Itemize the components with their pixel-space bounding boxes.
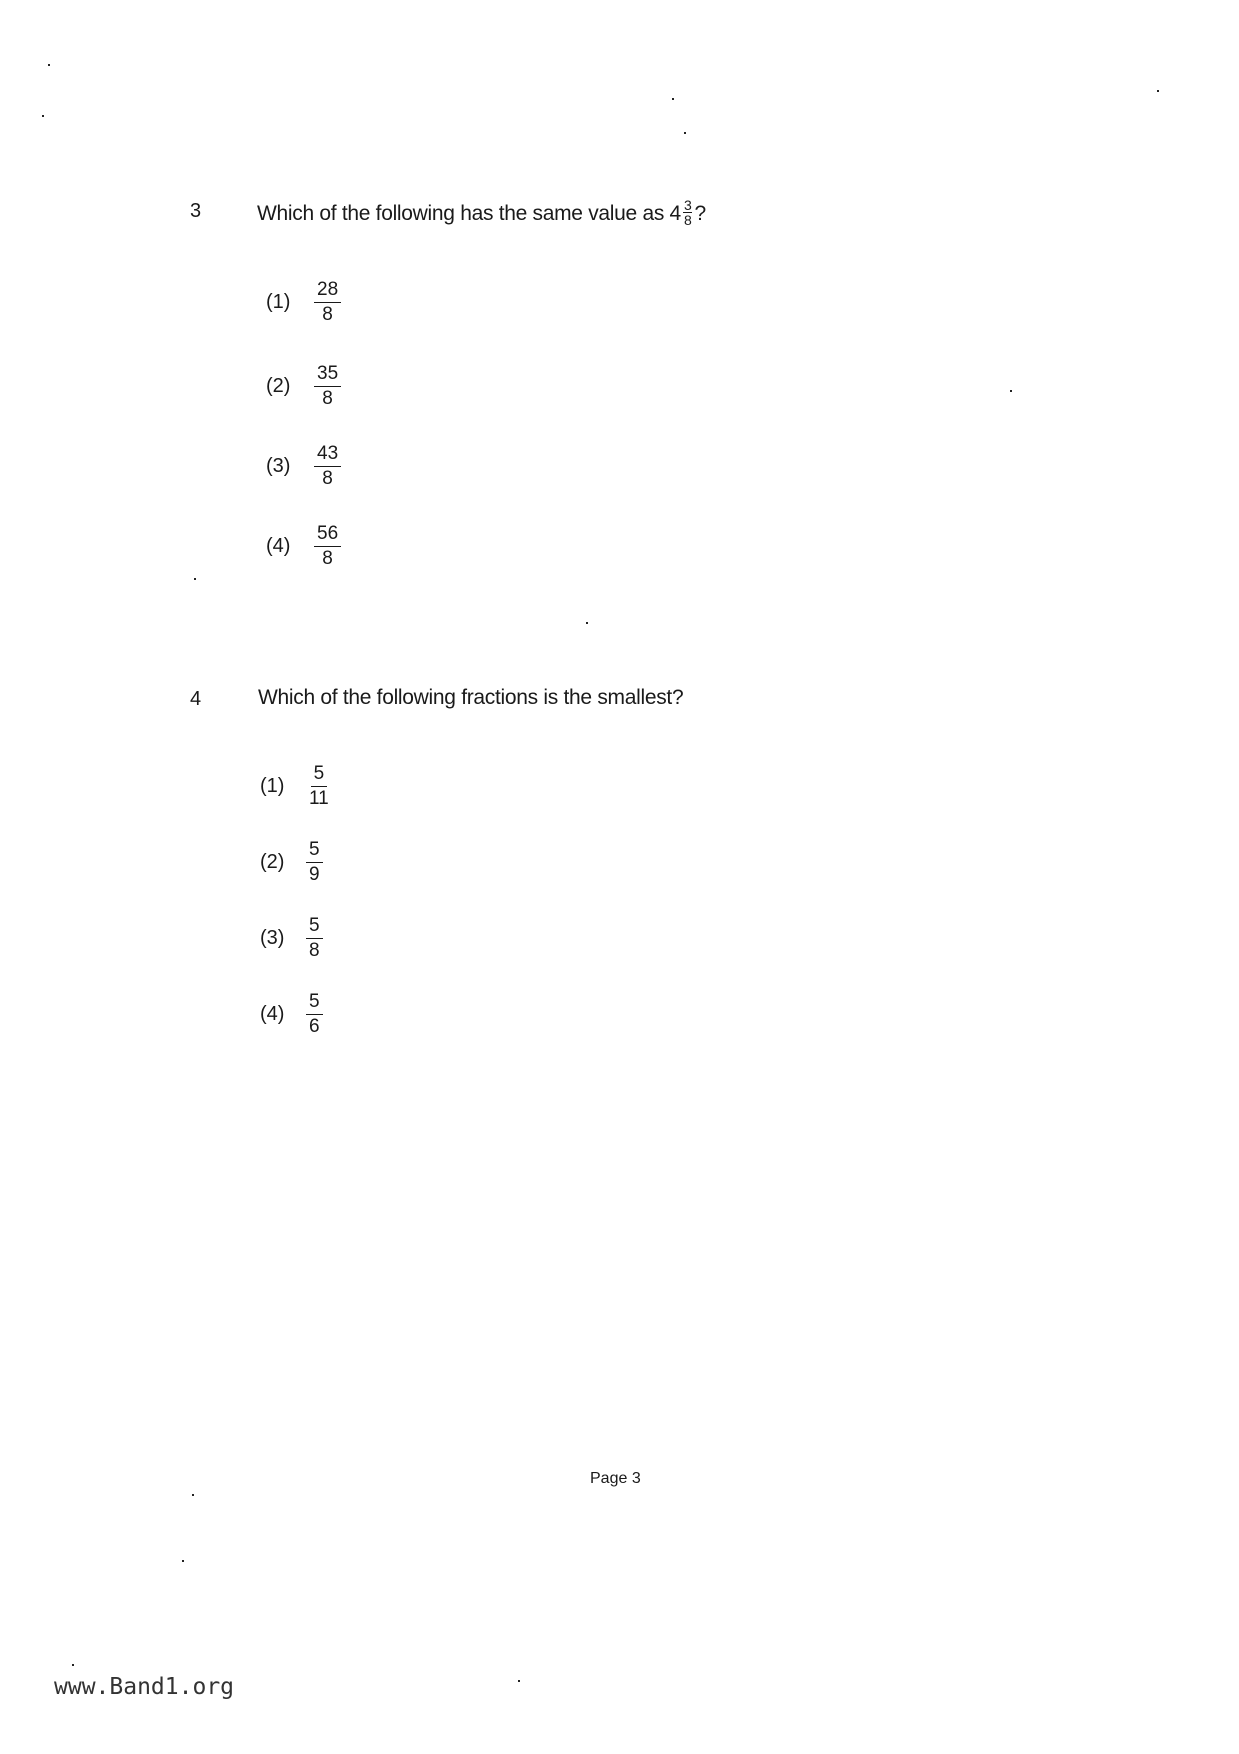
option-label: (3)	[260, 926, 285, 949]
fraction-numerator: 28	[314, 280, 341, 303]
option-fraction	[306, 764, 332, 809]
fraction-denominator: 8	[322, 467, 333, 489]
question-4-option-2	[260, 840, 323, 885]
question-4-text: Which of the following fractions is the smallest?	[258, 686, 684, 709]
fraction-denominator: 6	[309, 1015, 320, 1037]
option-fraction	[314, 280, 341, 325]
fraction-numerator: 5	[306, 840, 323, 863]
question-3-number: 3	[190, 200, 202, 222]
fraction-denominator: 8	[322, 303, 333, 325]
option-label: (4)	[266, 534, 291, 557]
scan-speck	[1010, 390, 1012, 392]
fraction-denominator: 9	[309, 863, 320, 885]
question-3-fraction-denominator: 8	[683, 212, 692, 228]
option-label: (2)	[266, 374, 291, 397]
question-4-option-3	[260, 916, 323, 961]
option-label: (3)	[266, 454, 291, 477]
fraction-numerator: 5	[306, 916, 323, 939]
fraction-numerator: 5	[311, 764, 328, 787]
fraction-denominator: 8	[322, 547, 333, 569]
scan-speck	[194, 578, 196, 580]
scan-speck	[192, 1494, 194, 1496]
scan-speck	[1157, 90, 1159, 92]
option-fraction	[314, 444, 341, 489]
scan-speck	[518, 1680, 520, 1682]
scan-speck	[48, 64, 50, 66]
fraction-numerator: 43	[314, 444, 341, 467]
question-3-stem: Which of the following has the same value as 4	[257, 202, 681, 226]
scan-speck	[182, 1560, 184, 1562]
question-3-option-2	[266, 364, 341, 409]
option-label: (1)	[260, 774, 285, 797]
option-label: (2)	[260, 850, 285, 873]
option-fraction	[306, 840, 323, 885]
fraction-denominator: 8	[322, 387, 333, 409]
option-label: (1)	[266, 290, 291, 313]
question-3-option-3	[266, 444, 341, 489]
option-label: (4)	[260, 1002, 285, 1025]
option-fraction	[306, 992, 323, 1037]
fraction-denominator: 8	[309, 939, 320, 961]
page-number: Page 3	[590, 1470, 641, 1487]
fraction-denominator: 11	[309, 787, 329, 809]
option-fraction	[306, 916, 323, 961]
question-3-text	[257, 197, 706, 229]
question-3-fraction-numerator: 3	[683, 197, 692, 213]
scan-speck	[672, 98, 674, 100]
scan-speck	[72, 1664, 74, 1666]
fraction-numerator: 35	[314, 364, 341, 387]
question-3-mixed-fraction	[683, 198, 693, 227]
question-4-option-1	[260, 764, 332, 809]
option-fraction	[314, 364, 341, 409]
scan-speck	[586, 622, 588, 624]
question-4-option-4	[260, 992, 323, 1037]
question-3-option-1	[266, 280, 341, 325]
scan-speck	[42, 115, 44, 117]
fraction-numerator: 56	[314, 524, 341, 547]
question-3-option-4	[266, 524, 341, 569]
question-4-number: 4	[190, 688, 202, 710]
question-3-question-mark: ?	[694, 202, 706, 226]
site-watermark: www.Band1.org	[54, 1674, 235, 1700]
scan-speck	[684, 132, 686, 134]
option-fraction	[314, 524, 341, 569]
fraction-numerator: 5	[306, 992, 323, 1015]
